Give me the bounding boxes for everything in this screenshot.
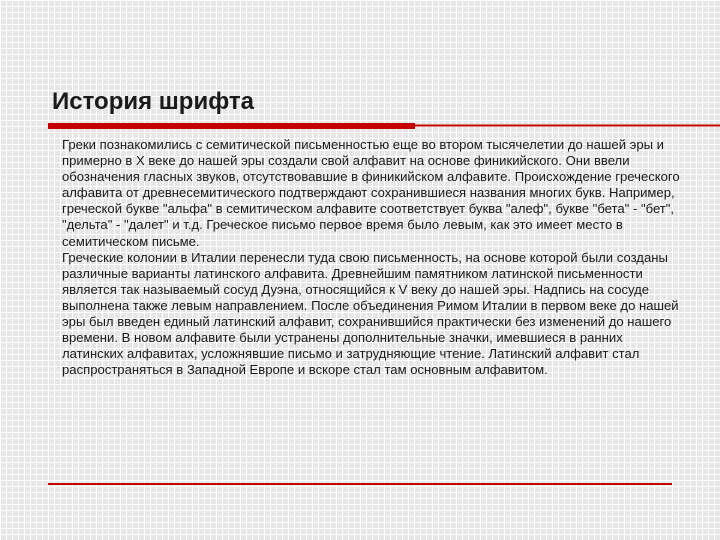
slide-title: История шрифта [52, 88, 254, 115]
title-underline-thick [48, 123, 415, 129]
bottom-divider [48, 483, 672, 485]
slide-body-text: Греки познакомились с семитической письменностью еще во втором тысячелетии до нашей эры и примерно в Х веке до нашей эры создали свой алфавит на основе финикийского. Они ввели обозначения гласных звуков, отсутствовавшие в финикийском алфавите. Происхождение греческого алфавита от древнесемитического подтверждают сохранившиеся названия многих букв. Например, греческой букве "альфа" в семитическом алфавите соответствует буква "алеф", букве "бета" - "бет", "дельта" - "далет" и т.д. Греческое письмо первое время было левым, как это имеет место в семитическом письме. Греческие колонии в Италии перенесли туда свою письменность, на основе которой были созданы различные варианты латинского алфавита. Древнейшим памятником латинской письменности является так называемый сосуд Дуэна, относящийся к V веку до нашей эры. Надпись на сосуде выполнена также левым направлением. После объединения Римом Италии в первом веке до нашей эры был введен единый латинский алфавит, сохранившийся практически без изменений до нашего времени. В новом алфавите были устранены дополнительные значки, имевшиеся в ранних латинских алфавитах, усложнявшие письмо и затрудняющие чтение. Латинский алфавит стал распространяться в Западной Европе и вскоре стал там основным алфавитом. [62, 137, 680, 378]
title-underline-thin [415, 125, 720, 127]
title-underline [48, 123, 720, 129]
